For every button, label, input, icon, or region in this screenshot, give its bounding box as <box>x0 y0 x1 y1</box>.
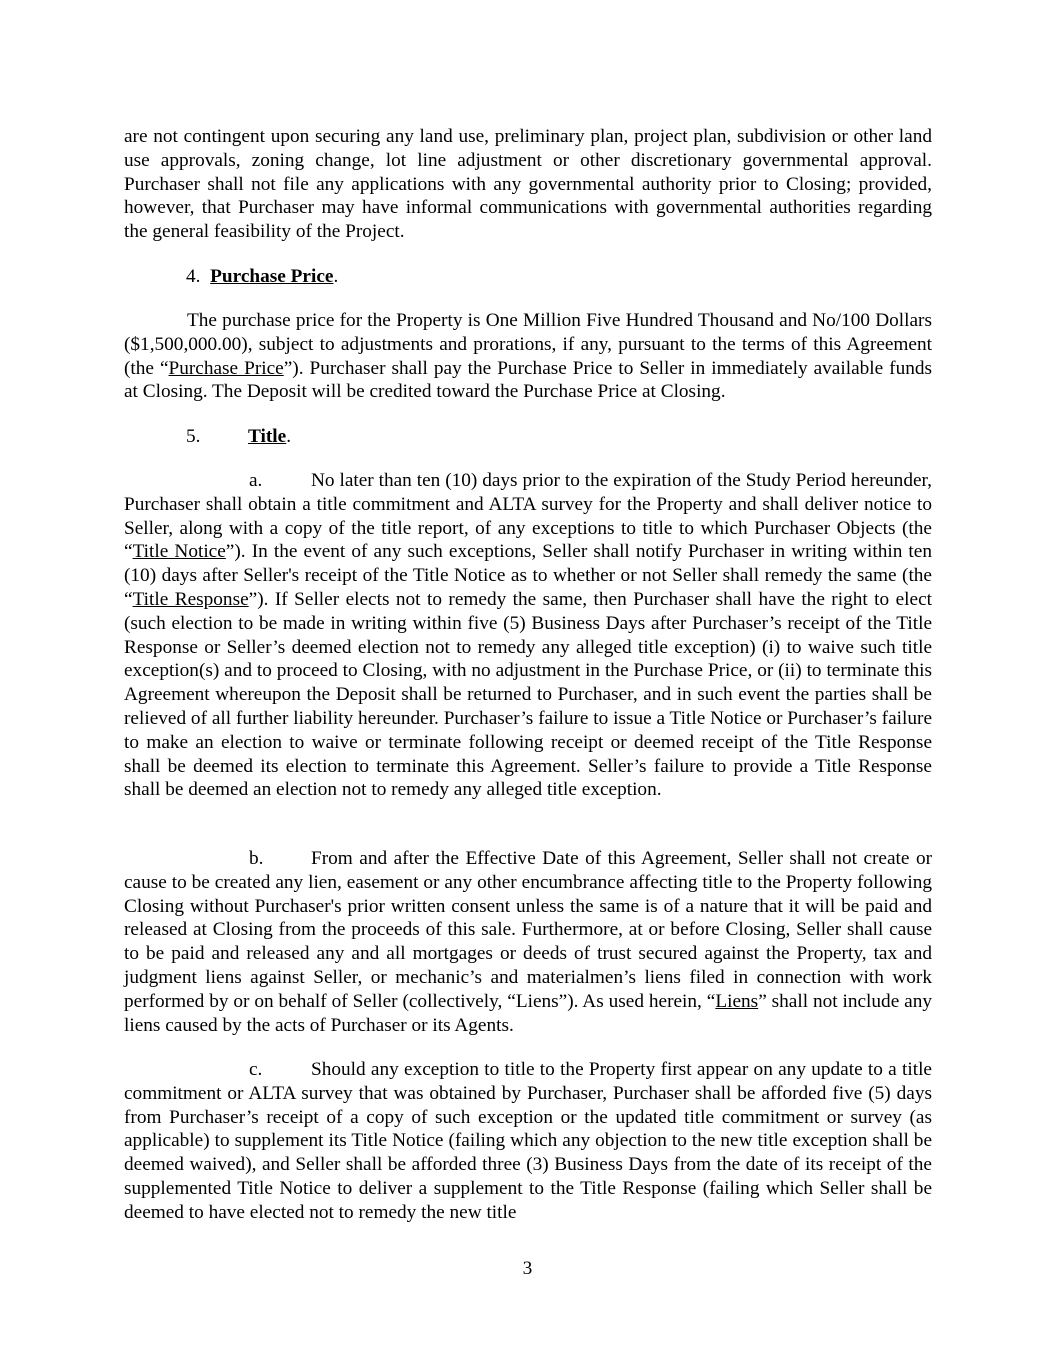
subsection-a-text-3: ”). If Seller elects not to remedy the same, then Purchaser shall have the right to elect (such election to be made in writing within five (5) Business Days after Purchaser’s receipt of the Title Response or Seller’s deemed election not to remedy any alleged title exception) (i) to waive such title exception(s) and to proceed to Closing, with no adjustment in the Purchase Price, or (ii) to terminate this Agreement whereupon the Deposit shall be returned to Purchaser, and in such event the parties shall be relieved of all further liability hereunder. Purchaser’s failure to issue a Title Notice or Purchaser’s failure to make an election to waive or terminate following receipt or deemed receipt of the Title Response shall be deemed its election to terminate this Agreement. Seller’s failure to provide a Title Response shall be deemed an election not to remedy any alleged title exception. <box>124 588 932 801</box>
section-4-heading <box>186 265 338 289</box>
subsection-a-text-1: No later than ten (10) days prior to the expiration of the Study Period hereunder, Purchaser shall obtain a title commitment and ALTA survey for the Property and shall deliver notice to Seller, along with a copy of the title report, of any exceptions to title to which Purchaser Objects (the “ <box>124 470 932 563</box>
subsection-b-text-1: From and after the Effective Date of this Agreement, Seller shall not create or cause to be created any lien, easement or any other encumbrance affecting title to the Property following Closing without Purchaser's prior written consent unless the same is of a nature that it will be paid and released at Closing from the proceeds of this sale. Furthermore, at or before Closing, Seller shall cause to be paid and released any and all mortgages or deeds of trust secured against the Property, tax and judgment liens against Seller, or mechanic’s and materialmen’s liens filed in connection with work performed by or on behalf of Seller (collectively, “Liens”). As used herein, “ <box>124 848 932 1012</box>
liens-defined-term: Liens <box>715 990 759 1012</box>
section-5-number: 5. <box>186 426 201 447</box>
section-5-title-period: . <box>286 426 292 447</box>
subsection-a-text-2: ”). In the event of any such exceptions, Seller shall notify Purchaser in writing within ten (10) days after Seller's receipt of the Title Notice as to whether or not Seller shall remedy the same (the “ <box>124 541 932 610</box>
title-subsection-c <box>124 1058 932 1225</box>
section-4-title-period: . <box>333 266 339 287</box>
section-5-title: Title <box>248 426 287 447</box>
intro-paragraph: are not contingent upon securing any land use, preliminary plan, project plan, subdivision or other land use approvals, zoning change, lot line adjustment or other discretionary governmental approval. Purchaser shall not file any applications with any governmental authority prior to Closing; provided, however, that Purchaser may have informal communications with governmental authorities regarding the general feasibility of the Project. <box>124 126 932 243</box>
purchase-price-paragraph <box>124 309 932 404</box>
title-subsection-a <box>124 469 932 802</box>
subsection-a-label: a. <box>249 470 263 491</box>
subsection-b-label: b. <box>249 848 264 869</box>
purchase-price-text-1: The purchase price for the Property is One Million Five Hundred Thousand and No/100 Dollars ($1,500,000.00), subject to adjustments and prorations, if any, pursuant to the terms of this Agreement (the “ <box>124 310 932 379</box>
page-number: 3 <box>522 1258 533 1279</box>
purchase-price-text-2: ”). Purchaser shall pay the Purchase Price to Seller in immediately available funds at Closing. The Deposit will be credited toward the Purchase Price at Closing. <box>124 357 933 403</box>
title-response-defined-term: Title Response <box>132 588 249 610</box>
subsection-b-text-2: ” shall not include any liens caused by the acts of Purchaser or its Agents. <box>124 990 932 1036</box>
subsection-c-label: c. <box>249 1059 263 1080</box>
title-notice-defined-term: Title Notice <box>132 541 226 563</box>
subsection-c-text-1: Should any exception to title to the Property first appear on any update to a title commitment or ALTA survey that was obtained by Purchaser, Purchaser shall be afforded five (5) days from Purchaser’s receipt of a copy of such exception or the updated title commitment or survey (as applicable) to supplement its Title Notice (failing which any objection to the new title exception shall be deemed waived), and Seller shall be afforded three (3) Business Days from the date of its receipt of the supplemented Title Notice to deliver a supplement to the Title Response (failing which Seller shall be deemed to have elected not to remedy the new title <box>124 1059 932 1223</box>
section-4-number: 4. <box>186 266 201 287</box>
section-4-title: Purchase Price <box>210 266 334 287</box>
section-5-heading <box>186 425 291 449</box>
title-subsection-b <box>124 847 932 1037</box>
purchase-price-defined-term: Purchase Price <box>168 357 284 379</box>
